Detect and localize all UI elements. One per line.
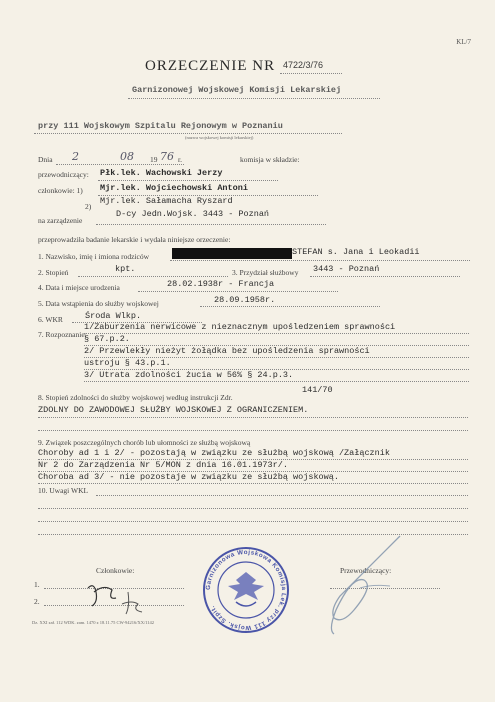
field-2-label: 2. Stopień xyxy=(38,268,69,277)
date-year: 76 xyxy=(160,150,174,163)
official-stamp xyxy=(200,544,292,636)
date-label: Dnia xyxy=(38,155,53,164)
date-year-prefix: 19 xyxy=(150,155,158,164)
field-6-label: 6. WKR xyxy=(38,315,63,324)
document-number: 4722/3/76 xyxy=(283,60,324,70)
field-2-value: kpt. xyxy=(115,264,136,274)
members-sign-2: 2. xyxy=(34,597,40,606)
print-footer: Dz. XXI zał. 112 WDK. zam. 1470 z 18.11.75 CW-94216/XX/1142 xyxy=(32,620,155,625)
field-4-label: 4. Data i miejsce urodzenia xyxy=(38,283,120,292)
chairman-value: Płk.lek. Wachowski Jerzy xyxy=(100,168,223,178)
diagnosis-line-4: ustroju § 43.p.1. xyxy=(84,358,171,368)
field-1-label: 1. Nazwisko, imię i imiona rodziców xyxy=(38,252,150,261)
redacted-surname xyxy=(172,248,292,259)
field-3-label: 3. Przydział służbowy xyxy=(232,268,299,277)
member-2-label: 2) xyxy=(85,202,92,211)
conducted-text: przeprowadziła badanie lekarskie i wydała niniejsze orzeczenie: xyxy=(38,235,231,244)
date-tail: komisja w składzie: xyxy=(240,155,300,164)
field-6-value: Środa Wlkp. xyxy=(85,311,142,321)
field-3-value: 3443 - Poznań xyxy=(313,264,380,274)
field-10-label: 10. Uwagi WKL xyxy=(38,486,89,495)
field-5-label: 5. Data wstąpienia do służby wojskowej xyxy=(38,299,159,308)
members-sign-label: Członkowie: xyxy=(96,566,135,575)
chairman-label: przewodniczący: xyxy=(38,170,89,179)
field-8-value: ZDOLNY DO ZAWODOWEJ SŁUŻBY WOJSKOWEJ Z OGRANICZENIEM. xyxy=(38,405,309,415)
chairman-signature xyxy=(300,528,430,638)
member-signatures xyxy=(80,578,170,618)
field-8-instr: 141/70 xyxy=(302,385,333,395)
relation-line-3: Choroba ad 3/ - nie pozostaje w związku ze służbą wojskową. xyxy=(38,472,339,482)
chair-sign-label: Przewodniczący: xyxy=(340,566,392,575)
field-9-label: 9. Związek poszczególnych chorób lub ułomności ze służbą wojskową xyxy=(38,438,251,447)
date-suffix: r. xyxy=(178,155,182,164)
member-2: Mjr.lek. Sałamacha Ryszard xyxy=(100,196,233,206)
field-1-value: STEFAN s. Jana i Leokadii xyxy=(292,247,420,257)
members-sign-1: 1. xyxy=(34,580,40,589)
field-8-label: 8. Stopień zdolności do służby wojskowej według instrukcji Zdr. xyxy=(38,393,233,402)
order-value: D-cy Jedn.Wojsk. 3443 - Poznań xyxy=(116,209,270,219)
field-5-value: 28.09.1958r. xyxy=(214,295,276,305)
form-code: KL/7 xyxy=(456,38,471,46)
relation-line-1: Choroby ad 1 i 2/ - pozostają w związku ze służbą wojskową /Załącznik xyxy=(38,448,390,458)
field-7-label: 7. Rozpoznanie: xyxy=(38,330,87,339)
diagnosis-line-2: § 67.p.2. xyxy=(84,334,130,344)
order-label: na zarządzenie xyxy=(38,216,83,225)
members-label: członkowie: 1) xyxy=(38,186,83,195)
hospital-name: przy 111 Wojskowym Szpitalu Rejonowym w Poznaniu xyxy=(38,121,283,131)
diagnosis-line-5: 3/ Utrata zdolności żucia w 56% § 24.p.3. xyxy=(84,370,294,380)
relation-line-2: Nr 2 do Zarządzenia Nr 5/MON z dnia 16.01.1973r/. xyxy=(38,460,288,470)
commission-name: Garnizonowej Wojskowej Komisji Lekarskiej xyxy=(132,85,342,95)
hospital-caption: (nazwa wojskowej komisji lekarskiej) xyxy=(185,135,254,140)
diagnosis-line-3: 2/ Przewlekły nieżyt żołądka bez upośledzenia sprawności xyxy=(84,346,370,356)
member-1: Mjr.lek. Wojciechowski Antoni xyxy=(100,183,248,193)
stamp-text: Garnizonowa Wojskowa Komisja Lek. przy 111 Wojsk. Szpit. xyxy=(204,548,288,632)
date-day: 2 xyxy=(72,150,79,163)
diagnosis-line-1: 1/Zaburzenia nerwicowe z nieznacznym upośledzeniem sprawności xyxy=(84,322,396,332)
date-month: 08 xyxy=(120,150,134,163)
field-4-value: 28.02.1938r - Francja xyxy=(167,279,275,289)
document-title: ORZECZENIE NR xyxy=(145,58,276,74)
